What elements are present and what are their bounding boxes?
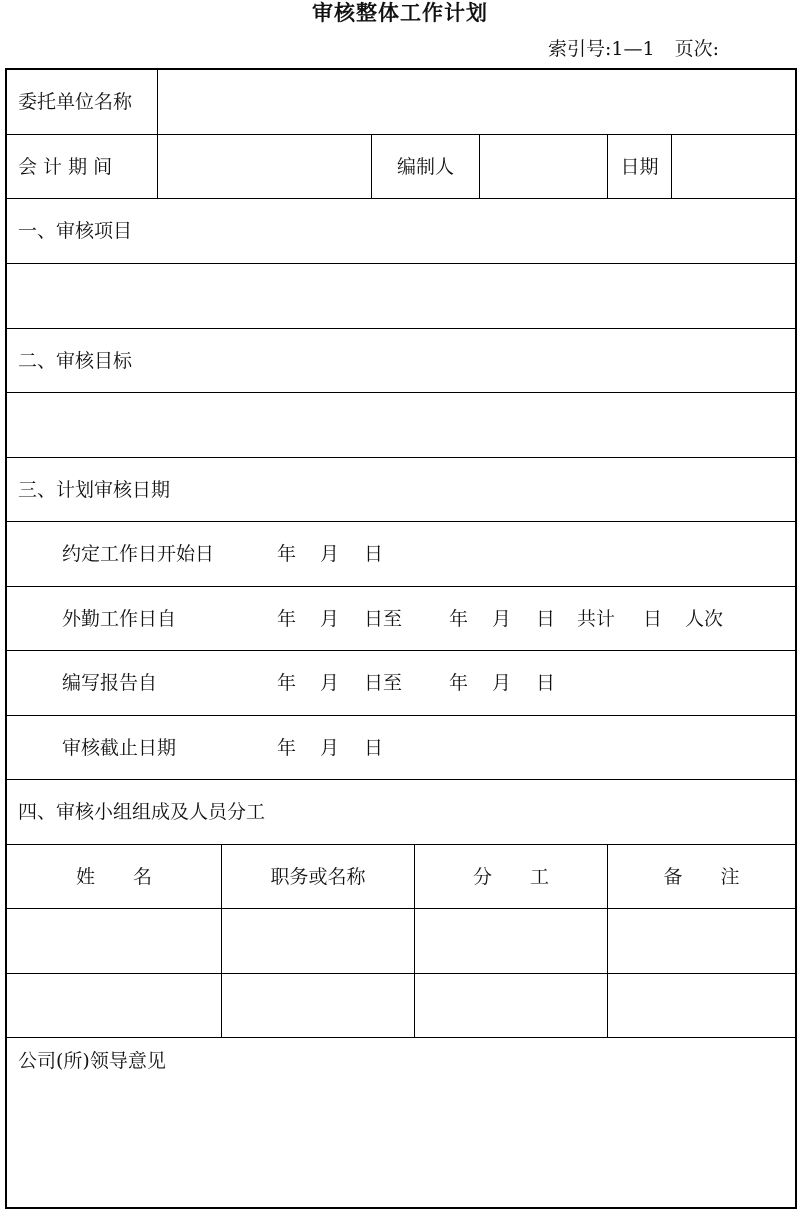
title-cell[interactable] (221, 974, 414, 1037)
date-field[interactable] (671, 135, 795, 198)
field-total-days-unit: 日 (643, 608, 663, 630)
leadership-opinion-box[interactable] (7, 1038, 795, 1209)
field-person-times-unit: 人次 (685, 608, 724, 630)
report-to-month-unit: 月 (492, 672, 512, 694)
field-to-year-unit: 年 (449, 608, 469, 630)
report-to-day-unit: 日 (536, 672, 556, 694)
table-row (7, 909, 795, 974)
team-heading: 四、审核小组组成及人员分工 (18, 801, 266, 823)
column-header-duty: 分 工 (414, 845, 607, 908)
audit-items-heading: 一、审核项目 (18, 220, 133, 242)
report-writing-row (7, 651, 795, 716)
field-work-label: 外勤工作日自 (62, 608, 177, 630)
date-label: 日期 (620, 155, 659, 178)
field-from-day-to: 日至 (364, 608, 403, 630)
deadline-year-unit: 年 (277, 737, 297, 759)
column-header-title: 职务或名称 (221, 845, 414, 908)
planned-dates-heading: 三、计划审核日期 (18, 479, 171, 501)
start-day-unit: 日 (364, 543, 384, 565)
client-name-field[interactable] (157, 70, 795, 134)
date-label-cell (607, 135, 671, 198)
index-number: 索引号:1—1 (548, 38, 655, 60)
name-cell[interactable] (7, 909, 221, 973)
start-date-row (7, 522, 795, 587)
preparer-field[interactable] (479, 135, 607, 198)
index-line (548, 34, 719, 61)
field-work-row (7, 587, 795, 651)
accounting-period-label: 会 计 期 间 (18, 156, 113, 178)
report-from-day-to: 日至 (364, 672, 403, 694)
document-title: 审核整体工作计划 (312, 0, 488, 25)
audit-items-heading-row (7, 199, 795, 264)
field-to-day-unit: 日 (536, 608, 556, 630)
remarks-cell[interactable] (607, 909, 795, 973)
title-cell[interactable] (221, 909, 414, 973)
team-heading-row (7, 780, 795, 845)
field-to-month-unit: 月 (492, 608, 512, 630)
duty-cell[interactable] (414, 909, 607, 973)
duty-cell[interactable] (414, 974, 607, 1037)
start-date-label: 约定工作日开始日 (62, 543, 215, 565)
audit-goals-heading-row (7, 329, 795, 393)
preparer-label: 编制人 (396, 155, 454, 178)
page-number-label: 页次: (674, 38, 719, 60)
audit-goals-heading: 二、审核目标 (18, 350, 133, 372)
column-header-remarks: 备 注 (607, 845, 795, 908)
field-from-year-unit: 年 (277, 608, 297, 630)
client-name-row (7, 70, 795, 135)
audit-items-content[interactable] (7, 264, 795, 329)
name-cell[interactable] (7, 974, 221, 1037)
remarks-cell[interactable] (607, 974, 795, 1037)
report-from-month-unit: 月 (320, 672, 340, 694)
deadline-row (7, 716, 795, 780)
deadline-month-unit: 月 (320, 737, 340, 759)
deadline-label: 审核截止日期 (62, 737, 177, 759)
planned-dates-heading-row (7, 458, 795, 522)
field-total-label: 共计 (577, 608, 616, 630)
deadline-day-unit: 日 (364, 737, 384, 759)
team-table-header (7, 845, 795, 909)
start-month-unit: 月 (320, 543, 340, 565)
report-from-year-unit: 年 (277, 672, 297, 694)
audit-plan-form (5, 68, 797, 1209)
audit-goals-content[interactable] (7, 393, 795, 458)
report-to-year-unit: 年 (449, 672, 469, 694)
period-row (7, 135, 795, 199)
start-year-unit: 年 (277, 543, 297, 565)
field-from-month-unit: 月 (320, 608, 340, 630)
leadership-opinion-heading: 公司(所)领导意见 (18, 1050, 166, 1072)
table-row (7, 974, 795, 1038)
column-header-name: 姓 名 (75, 865, 152, 888)
report-writing-label: 编写报告自 (62, 672, 158, 694)
preparer-label-cell (371, 135, 479, 198)
client-name-label: 委托单位名称 (18, 91, 133, 113)
accounting-period-field[interactable] (157, 135, 371, 198)
